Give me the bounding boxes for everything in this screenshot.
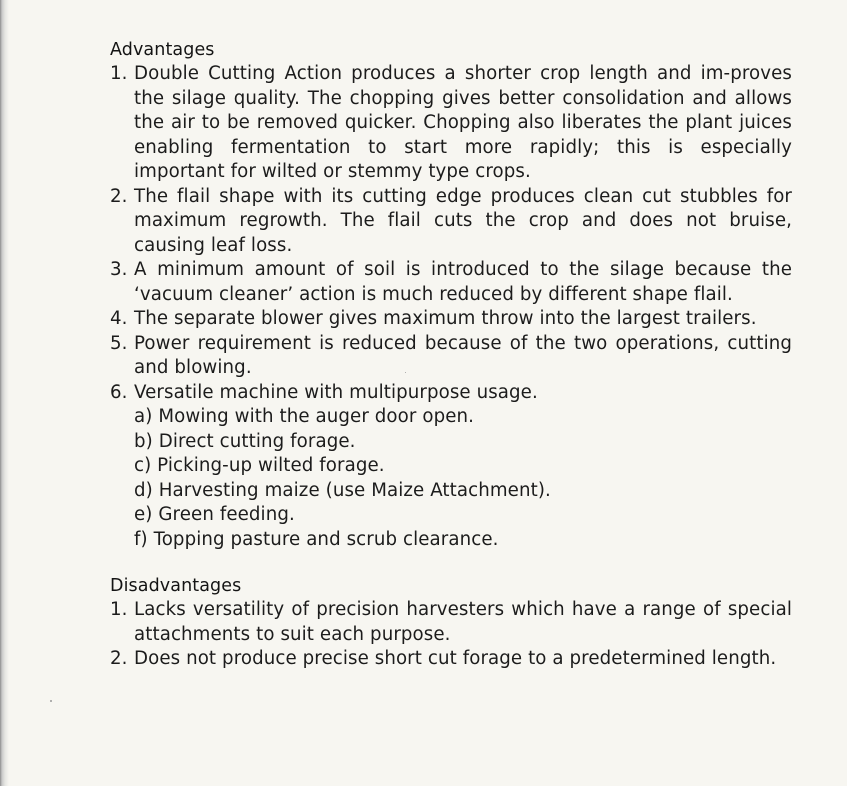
disadvantage-item-2 [110,647,792,672]
item-number: 6. [110,381,128,403]
advantages-heading: Advantages [110,40,215,60]
item-text: A minimum amount of soil is introduced to the silage because the ‘vacuum cleaner’ action is much reduced by different shape flail. [134,259,792,305]
item-number: 3. [110,259,128,280]
item-text: The flail shape with its cutting edge produces clean cut stubbles for maximum regrowth. The flail cuts the crop and does not bruise, causing leaf loss. [134,185,792,256]
item-number: 1. [110,63,128,84]
page-binding-edge [0,0,9,786]
advantage-item-4 [110,307,792,332]
item-number: 2. [110,185,128,207]
usage-sublist [134,405,792,552]
disadvantage-item-1 [110,598,792,647]
disadvantages-list [110,598,792,672]
item-number: 5. [110,332,128,354]
item-text: Power requirement is reduced because of the two operations, cutting and blowing. [134,332,792,378]
item-text: Lacks versatility of precision harvesters which have a range of special attachments to suit each purpose. [134,599,792,645]
paper-speck [50,700,52,702]
item-number: 2. [110,648,128,669]
advantage-item-3 [110,258,792,307]
item-number: 4. [110,308,128,329]
item-number: 1. [110,599,128,620]
item-text: Double Cutting Action produces a shorter crop length and im-proves the silage quality. The chopping gives better consolidation and allows the air to be removed quicker. Chopping also liberates the plant juices enabling fermentation to start more rapidly; this is especially important for wilted or stemmy type crops. [134,63,792,182]
document-body [110,38,792,672]
item-text: Versatile machine with multipurpose usage. [134,381,538,403]
usage-subitem: e) Green feeding. [134,504,295,525]
advantage-item-6 [110,381,792,553]
usage-subitem: a) Mowing with the auger door open. [134,406,475,427]
usage-subitem: f) Topping pasture and scrub clearance. [134,528,499,550]
disadvantages-heading: Disadvantages [110,576,242,596]
advantage-item-5 [110,332,792,381]
usage-subitem: b) Direct cutting forage. [134,430,356,452]
usage-subitem: c) Picking-up wilted forage. [134,455,385,476]
item-text: The separate blower gives maximum throw into the largest trailers. [134,308,757,329]
advantages-list [110,62,792,552]
advantage-item-2 [110,185,792,259]
item-text: Does not produce precise short cut forage to a predetermined length. [134,648,777,669]
advantage-item-1 [110,62,792,185]
usage-subitem: d) Harvesting maize (use Maize Attachment). [134,479,551,501]
